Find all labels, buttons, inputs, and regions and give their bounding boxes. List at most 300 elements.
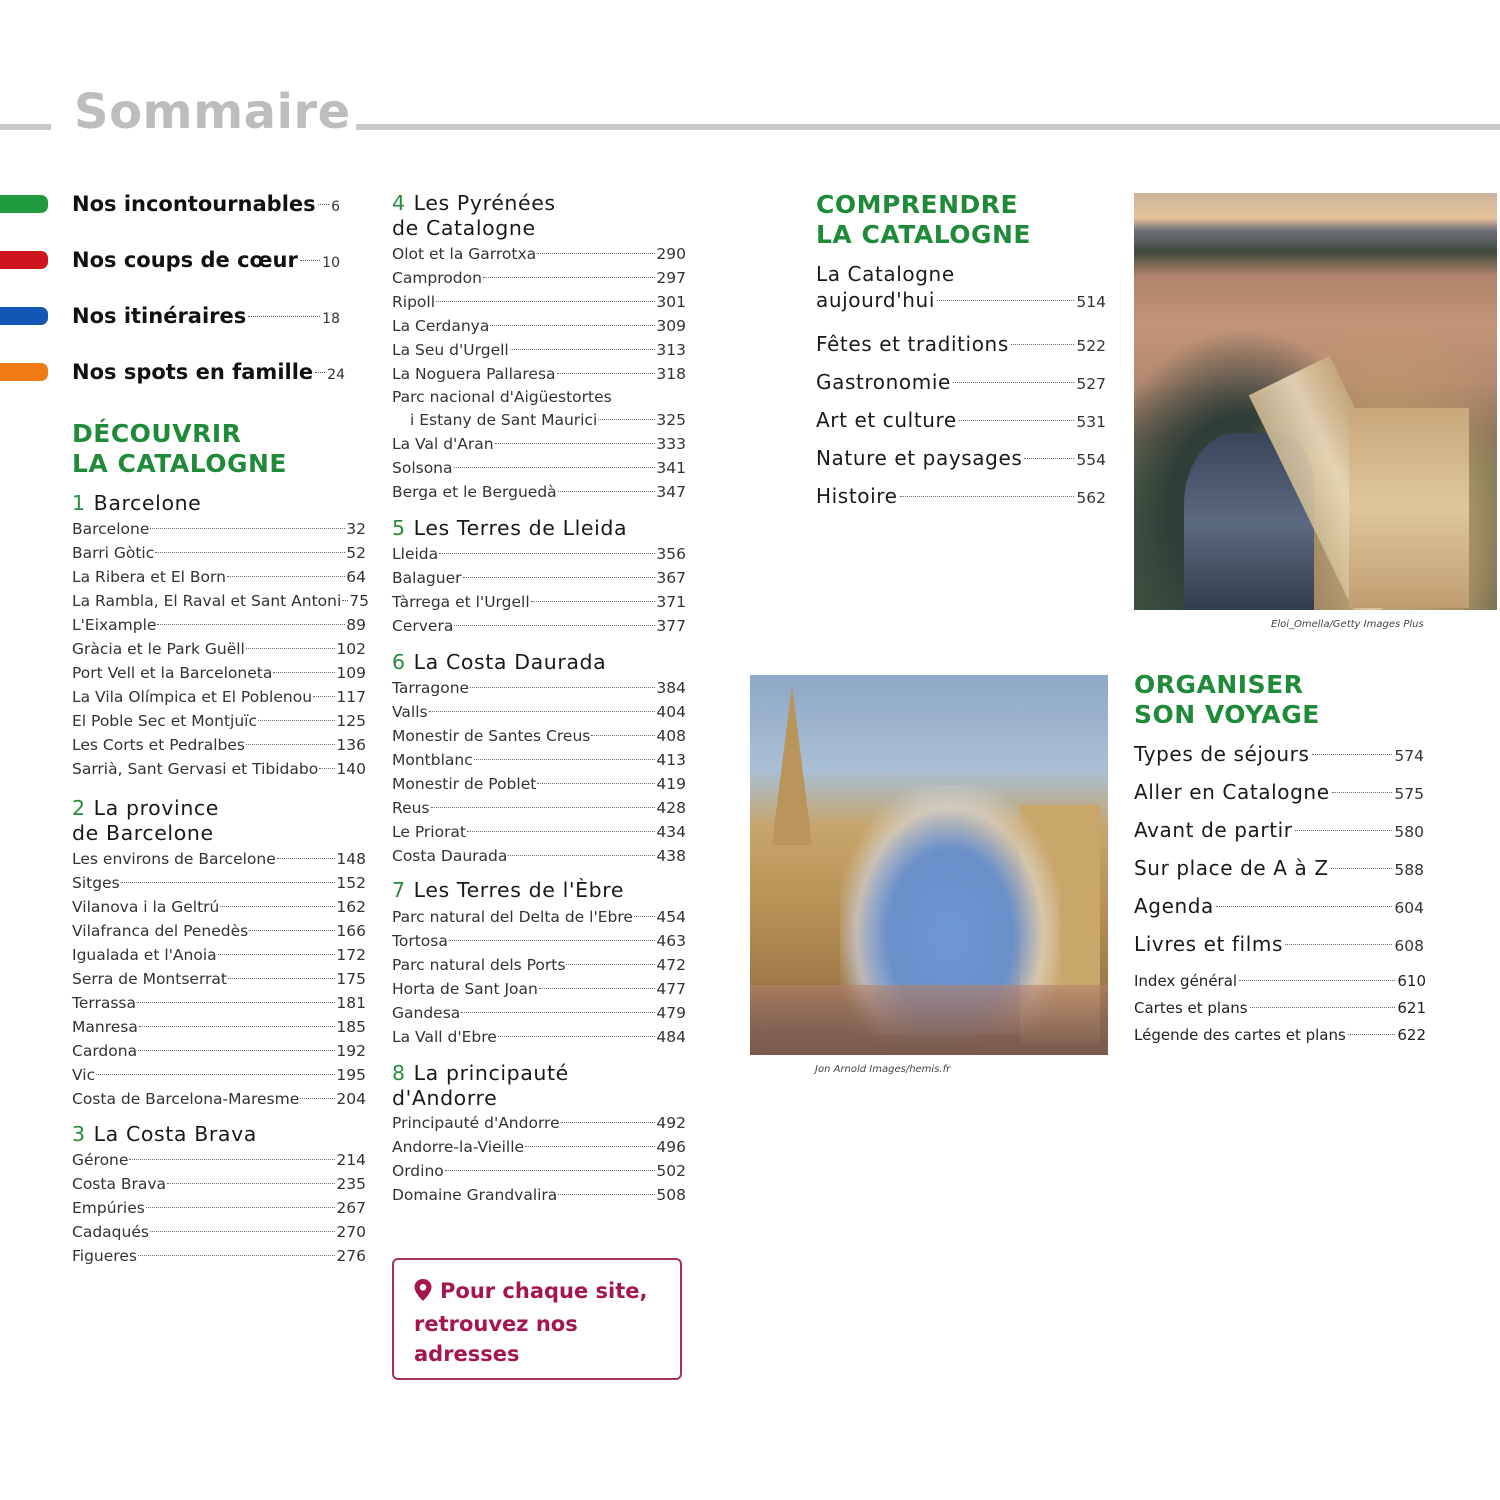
chapter-title: La principauté xyxy=(413,1061,569,1085)
page-number: 32 xyxy=(346,520,366,538)
page-number: 502 xyxy=(656,1162,686,1180)
entry-title: Livres et films xyxy=(1134,932,1283,956)
leader-dots xyxy=(431,807,656,808)
entry-title: Sitges xyxy=(72,874,120,892)
page-number: 404 xyxy=(656,703,686,721)
toc-entry[interactable] xyxy=(392,1159,686,1183)
chapter-6-list xyxy=(392,676,686,868)
leader-dots xyxy=(483,277,655,278)
toc-entry[interactable] xyxy=(72,1220,366,1244)
entry-title: Tarragone xyxy=(392,679,470,697)
toc-entry[interactable] xyxy=(72,1039,366,1063)
page-number: 438 xyxy=(656,847,686,865)
page-number: 214 xyxy=(336,1151,366,1169)
entry-title: Art et culture xyxy=(816,408,957,432)
chapter-5-heading[interactable] xyxy=(392,516,627,541)
leader-dots xyxy=(315,372,325,373)
chapter-number: 5 xyxy=(392,516,406,540)
leader-dots xyxy=(558,1194,655,1195)
entry-title: Vilafranca del Penedès xyxy=(72,922,249,940)
toc-entry[interactable] xyxy=(392,977,686,1001)
leader-dots xyxy=(258,720,335,721)
leader-dots xyxy=(96,1074,335,1075)
chapter-7-heading[interactable] xyxy=(392,878,624,903)
toc-entry[interactable] xyxy=(72,637,366,661)
toc-entry[interactable] xyxy=(72,991,366,1015)
leader-dots xyxy=(277,858,336,859)
toc-entry[interactable] xyxy=(72,733,366,757)
annex-list xyxy=(1134,968,1426,1049)
entry-title: Empúries xyxy=(72,1199,145,1217)
entry-title: Gastronomie xyxy=(816,370,951,394)
entry-title: Les Corts et Pedralbes xyxy=(72,736,245,754)
entry-title-line2: i Estany de Sant Maurici xyxy=(410,411,598,429)
leader-dots xyxy=(248,316,320,317)
toc-entry[interactable] xyxy=(72,709,366,733)
toc-entry[interactable] xyxy=(816,261,1106,315)
entry-title: Igualada et l'Anoia xyxy=(72,946,217,964)
toc-entry[interactable] xyxy=(816,477,1106,515)
toc-entry[interactable] xyxy=(392,338,686,362)
section-heading-decouvrir xyxy=(72,419,287,479)
leader-dots xyxy=(557,373,656,374)
page-number: 102 xyxy=(336,640,366,658)
leader-dots xyxy=(467,831,655,832)
entry-title: Ordino xyxy=(392,1162,444,1180)
entry-title: Avant de partir xyxy=(1134,818,1293,842)
entry-title: L'Eixample xyxy=(72,616,157,634)
page-number: 333 xyxy=(656,435,686,453)
toc-entry[interactable] xyxy=(72,1015,366,1039)
page-number: 140 xyxy=(336,760,366,778)
chapter-8-list xyxy=(392,1111,686,1207)
entry-title: Gérone xyxy=(72,1151,129,1169)
chapter-4-list xyxy=(392,242,686,504)
entry-title: Figueres xyxy=(72,1247,137,1265)
chapter-6-heading[interactable] xyxy=(392,650,606,675)
chapter-number: 3 xyxy=(72,1122,86,1146)
leader-dots xyxy=(429,711,656,712)
page-number: 117 xyxy=(336,688,366,706)
leader-dots xyxy=(510,349,656,350)
toc-entry[interactable] xyxy=(392,820,686,844)
page-number: 109 xyxy=(336,664,366,682)
entry-title: Le Priorat xyxy=(392,823,467,841)
leader-dots xyxy=(495,443,656,444)
page-number: 172 xyxy=(336,946,366,964)
entry-title: Index général xyxy=(1134,972,1238,990)
toc-entry[interactable] xyxy=(392,844,686,868)
section-title-line1: DÉCOUVRIR xyxy=(72,419,242,448)
page-number: 604 xyxy=(1394,899,1424,917)
toc-entry[interactable] xyxy=(72,1087,366,1111)
highlight-label: Nos incontournables xyxy=(72,192,316,216)
entry-title: Sarrià, Sant Gervasi et Tibidabo xyxy=(72,760,319,778)
entry-title-line2: aujourd'hui xyxy=(816,288,935,312)
photo-tower-shape xyxy=(1349,408,1469,608)
toc-entry[interactable] xyxy=(392,1135,686,1159)
highlight-itineraires[interactable] xyxy=(0,301,340,331)
leader-dots xyxy=(1216,906,1392,907)
toc-entry[interactable] xyxy=(72,1196,366,1220)
leader-dots xyxy=(561,1122,656,1123)
toc-entry[interactable] xyxy=(1134,1022,1426,1049)
toc-entry[interactable] xyxy=(1134,773,1424,811)
leader-dots xyxy=(157,624,345,625)
callout-text-line1: Pour chaque site, xyxy=(440,1279,648,1303)
page-number: 185 xyxy=(336,1018,366,1036)
leader-dots xyxy=(953,382,1075,383)
page-number: 580 xyxy=(1394,823,1424,841)
entry-title: Tortosa xyxy=(392,932,448,950)
leader-dots xyxy=(1250,1007,1396,1008)
page-number: 508 xyxy=(656,1186,686,1204)
entry-title: Cervera xyxy=(392,617,454,635)
leader-dots xyxy=(591,735,655,736)
toc-entry[interactable] xyxy=(392,590,686,614)
entry-title: Horta de Sant Joan xyxy=(392,980,538,998)
entry-title: El Poble Sec et Montjuïc xyxy=(72,712,257,730)
toc-entry[interactable] xyxy=(392,614,686,638)
leader-dots xyxy=(342,600,348,601)
leader-dots xyxy=(1239,980,1395,981)
toc-entry[interactable] xyxy=(392,1025,686,1049)
entry-title: Serra de Montserrat xyxy=(72,970,227,988)
page-number: 377 xyxy=(656,617,686,635)
leader-dots xyxy=(508,855,655,856)
entry-title: Costa de Barcelona-Maresme xyxy=(72,1090,300,1108)
toc-entry[interactable] xyxy=(392,676,686,700)
section-title-line2: LA CATALOGNE xyxy=(816,220,1032,249)
leader-dots xyxy=(454,467,656,468)
toc-entry[interactable] xyxy=(392,1111,686,1135)
header-rule-left xyxy=(0,124,51,130)
entry-title: Histoire xyxy=(816,484,898,508)
page-number: 204 xyxy=(336,1090,366,1108)
toc-entry[interactable] xyxy=(816,325,1106,363)
toc-entry[interactable] xyxy=(816,401,1106,439)
entry-title: Montblanc xyxy=(392,751,473,769)
page-number: 125 xyxy=(336,712,366,730)
page-number: 18 xyxy=(322,311,340,327)
leader-dots xyxy=(139,1026,336,1027)
entry-title: Parc natural dels Ports xyxy=(392,956,566,974)
entry-title: Nature et paysages xyxy=(816,446,1023,470)
page-number: 10 xyxy=(322,255,340,271)
page-number: 356 xyxy=(656,545,686,563)
toc-entry[interactable] xyxy=(72,589,370,613)
photo-spire-shape xyxy=(772,685,812,845)
leader-dots xyxy=(313,696,335,697)
page-number: 52 xyxy=(346,544,366,562)
chapter-title-line2: de Barcelone xyxy=(72,821,214,845)
page-number: 621 xyxy=(1397,999,1426,1017)
page-number: 408 xyxy=(656,727,686,745)
leader-dots xyxy=(449,940,656,941)
page-number: 367 xyxy=(656,569,686,587)
leader-dots xyxy=(531,601,656,602)
entry-title: Valls xyxy=(392,703,428,721)
leader-dots xyxy=(246,744,335,745)
page-number: 89 xyxy=(346,616,366,634)
toc-entry[interactable] xyxy=(392,290,686,314)
entry-title: Parc natural del Delta de l'Ebre xyxy=(392,908,633,926)
leader-dots xyxy=(525,1146,655,1147)
callout-text-line2: retrouvez nos xyxy=(414,1312,578,1336)
leader-dots xyxy=(146,1207,336,1208)
toc-entry[interactable] xyxy=(72,1172,366,1196)
page-number: 325 xyxy=(656,411,686,429)
page-number: 341 xyxy=(656,459,686,477)
toc-entry[interactable] xyxy=(392,1001,686,1025)
leader-dots xyxy=(150,1231,335,1232)
addresses-callout xyxy=(392,1258,682,1380)
leader-dots xyxy=(598,419,655,420)
toc-entry[interactable] xyxy=(392,700,686,724)
entry-title: Monestir de Poblet xyxy=(392,775,537,793)
toc-entry[interactable] xyxy=(72,967,366,991)
page-number: 166 xyxy=(336,922,366,940)
photo-bridge-village xyxy=(1134,193,1497,610)
entry-title: Reus xyxy=(392,799,430,817)
page-number: 477 xyxy=(656,980,686,998)
chapter-number: 2 xyxy=(72,796,86,820)
toc-entry[interactable] xyxy=(72,541,366,565)
leader-dots xyxy=(454,625,655,626)
chapter-8-heading[interactable] xyxy=(392,1061,569,1111)
page-number: 527 xyxy=(1076,375,1106,393)
entry-title: Solsona xyxy=(392,459,453,477)
toc-entry[interactable] xyxy=(72,919,366,943)
photo-castellers xyxy=(750,675,1108,1055)
leader-dots xyxy=(558,491,656,492)
toc-entry[interactable] xyxy=(392,266,686,290)
entry-title: Costa Daurada xyxy=(392,847,508,865)
leader-dots xyxy=(249,930,335,931)
toc-entry[interactable] xyxy=(72,757,366,781)
leader-dots xyxy=(1331,868,1393,869)
leader-dots xyxy=(218,954,336,955)
page-number: 434 xyxy=(656,823,686,841)
toc-entry[interactable] xyxy=(392,432,686,456)
page-number: 492 xyxy=(656,1114,686,1132)
leader-dots xyxy=(129,1159,335,1160)
leader-dots xyxy=(167,1183,335,1184)
toc-entry[interactable] xyxy=(1134,887,1424,925)
chapter-2-heading[interactable] xyxy=(72,796,219,846)
leader-dots xyxy=(220,906,335,907)
comprendre-list xyxy=(816,261,1106,515)
leader-dots xyxy=(318,204,329,205)
page-number: 575 xyxy=(1394,785,1424,803)
page-number: 181 xyxy=(336,994,366,1012)
page-number: 313 xyxy=(656,341,686,359)
entry-title: Lleida xyxy=(392,545,439,563)
leader-dots xyxy=(300,1098,335,1099)
page-number: 309 xyxy=(656,317,686,335)
chapter-title: Barcelone xyxy=(93,491,202,515)
page-number: 610 xyxy=(1397,972,1426,990)
entry-title: La Vall d'Ebre xyxy=(392,1028,497,1046)
toc-entry[interactable] xyxy=(1134,811,1424,849)
entry-title: Les environs de Barcelone xyxy=(72,850,276,868)
entry-title: Cardona xyxy=(72,1042,138,1060)
toc-entry[interactable] xyxy=(72,847,366,871)
leader-dots xyxy=(490,325,655,326)
leader-dots xyxy=(1285,944,1392,945)
entry-title: Aller en Catalogne xyxy=(1134,780,1330,804)
entry-title: Barcelone xyxy=(72,520,150,538)
toc-entry[interactable] xyxy=(392,772,686,796)
chapter-title: La Costa Daurada xyxy=(413,650,607,674)
toc-entry[interactable] xyxy=(1134,968,1426,995)
toc-entry[interactable] xyxy=(72,661,366,685)
toc-entry[interactable] xyxy=(72,871,366,895)
chapter-7-list xyxy=(392,905,686,1049)
toc-entry[interactable] xyxy=(392,362,686,386)
page-number: 484 xyxy=(656,1028,686,1046)
page-number: 162 xyxy=(336,898,366,916)
toc-entry[interactable] xyxy=(72,613,366,637)
toc-entry[interactable] xyxy=(816,439,1106,477)
page-number: 136 xyxy=(336,736,366,754)
entry-title: La Catalogne xyxy=(816,262,955,286)
page-number: 195 xyxy=(336,1066,366,1084)
chapter-number: 6 xyxy=(392,650,406,674)
chapter-title: La Costa Brava xyxy=(93,1122,257,1146)
toc-entry[interactable] xyxy=(392,796,686,820)
toc-entry[interactable] xyxy=(816,363,1106,401)
page-number: 588 xyxy=(1394,861,1424,879)
highlight-incontournables[interactable] xyxy=(0,189,340,219)
header-rule-right xyxy=(356,124,1500,130)
leader-dots xyxy=(227,576,345,577)
page-number: 152 xyxy=(336,874,366,892)
toc-entry[interactable] xyxy=(72,565,366,589)
entry-title: Sur place de A à Z xyxy=(1134,856,1329,880)
toc-entry[interactable] xyxy=(72,1148,366,1172)
page-number: 347 xyxy=(656,483,686,501)
toc-entry[interactable] xyxy=(392,953,686,977)
chapter-5-list xyxy=(392,542,686,638)
chapter-3-heading[interactable] xyxy=(72,1122,257,1147)
highlight-coups-de-coeur[interactable] xyxy=(0,245,340,275)
entry-title: Fêtes et traditions xyxy=(816,332,1009,356)
entry-title: Principauté d'Andorre xyxy=(392,1114,560,1132)
toc-entry[interactable] xyxy=(392,748,686,772)
section-title-line2: SON VOYAGE xyxy=(1134,700,1320,729)
toc-entry[interactable] xyxy=(72,895,366,919)
entry-title: Ripoll xyxy=(392,293,436,311)
toc-entry[interactable] xyxy=(392,314,686,338)
page-number: 371 xyxy=(656,593,686,611)
toc-entry[interactable] xyxy=(392,542,686,566)
photo-credit: Eloi_Omella/Getty Images Plus xyxy=(1271,619,1424,630)
entry-title: Domaine Grandvalira xyxy=(392,1186,558,1204)
page-number: 463 xyxy=(656,932,686,950)
leader-dots xyxy=(498,1036,656,1037)
toc-entry[interactable] xyxy=(1134,925,1424,963)
page-number: 235 xyxy=(336,1175,366,1193)
chapter-4-heading[interactable] xyxy=(392,191,556,241)
entry-title: Agenda xyxy=(1134,894,1214,918)
toc-entry[interactable] xyxy=(1134,735,1424,773)
toc-entry[interactable] xyxy=(72,1244,366,1268)
toc-entry[interactable] xyxy=(72,1063,366,1087)
leader-dots xyxy=(138,1255,335,1256)
leader-dots xyxy=(537,783,655,784)
page-number: 531 xyxy=(1076,413,1106,431)
page-number: 290 xyxy=(656,245,686,263)
entry-title: La Seu d'Urgell xyxy=(392,341,509,359)
entry-title: Andorre-la-Vieille xyxy=(392,1138,525,1156)
leader-dots xyxy=(445,1170,656,1171)
blue-tab-marker xyxy=(0,307,48,325)
entry-title: Olot et la Garrotxa xyxy=(392,245,537,263)
highlight-label: Nos coups de cœur xyxy=(72,248,298,272)
entry-title: Vilanova i la Geltrú xyxy=(72,898,220,916)
green-tab-marker xyxy=(0,195,48,213)
toc-entry[interactable] xyxy=(1134,995,1426,1022)
entry-title: La Ribera et El Born xyxy=(72,568,226,586)
page-number: 192 xyxy=(336,1042,366,1060)
entry-title: Gandesa xyxy=(392,1004,461,1022)
entry-title: La Noguera Pallaresa xyxy=(392,365,556,383)
toc-entry[interactable] xyxy=(72,685,366,709)
page-number: 6 xyxy=(331,199,340,215)
toc-entry[interactable] xyxy=(392,724,686,748)
organiser-list xyxy=(1134,735,1424,963)
entry-title: Barri Gòtic xyxy=(72,544,155,562)
toc-entry[interactable] xyxy=(392,1183,686,1207)
chapter-number: 4 xyxy=(392,191,406,215)
leader-dots xyxy=(138,1050,335,1051)
entry-title: Balaguer xyxy=(392,569,462,587)
toc-entry[interactable] xyxy=(392,929,686,953)
toc-entry[interactable] xyxy=(392,480,686,504)
page-number: 175 xyxy=(336,970,366,988)
page-number: 428 xyxy=(656,799,686,817)
toc-entry[interactable] xyxy=(392,566,686,590)
entry-title: La Val d'Aran xyxy=(392,435,494,453)
toc-entry[interactable] xyxy=(392,386,686,432)
highlight-label: Nos spots en famille xyxy=(72,360,314,384)
highlight-label: Nos itinéraires xyxy=(72,304,247,328)
toc-entry[interactable] xyxy=(392,905,686,929)
page-number: 276 xyxy=(336,1247,366,1265)
orange-tab-marker xyxy=(0,363,48,381)
chapter-title-line2: de Catalogne xyxy=(392,216,536,240)
entry-title: La Vila Olímpica et El Poblenou xyxy=(72,688,313,706)
toc-entry[interactable] xyxy=(72,943,366,967)
toc-entry[interactable] xyxy=(1134,849,1424,887)
leader-dots xyxy=(937,300,1074,301)
leader-dots xyxy=(1024,458,1074,459)
highlight-spots-famille[interactable] xyxy=(0,357,345,387)
chapter-1-heading[interactable] xyxy=(72,491,201,516)
entry-title: La Cerdanya xyxy=(392,317,490,335)
entry-title: Tàrrega et l'Urgell xyxy=(392,593,530,611)
page-number: 64 xyxy=(346,568,366,586)
leader-dots xyxy=(1011,344,1075,345)
entry-title: Monestir de Santes Creus xyxy=(392,727,591,745)
leader-dots xyxy=(150,528,345,529)
toc-entry[interactable] xyxy=(392,456,686,480)
toc-entry[interactable] xyxy=(72,517,366,541)
toc-entry[interactable] xyxy=(392,242,686,266)
leader-dots xyxy=(900,496,1075,497)
leader-dots xyxy=(1332,792,1393,793)
